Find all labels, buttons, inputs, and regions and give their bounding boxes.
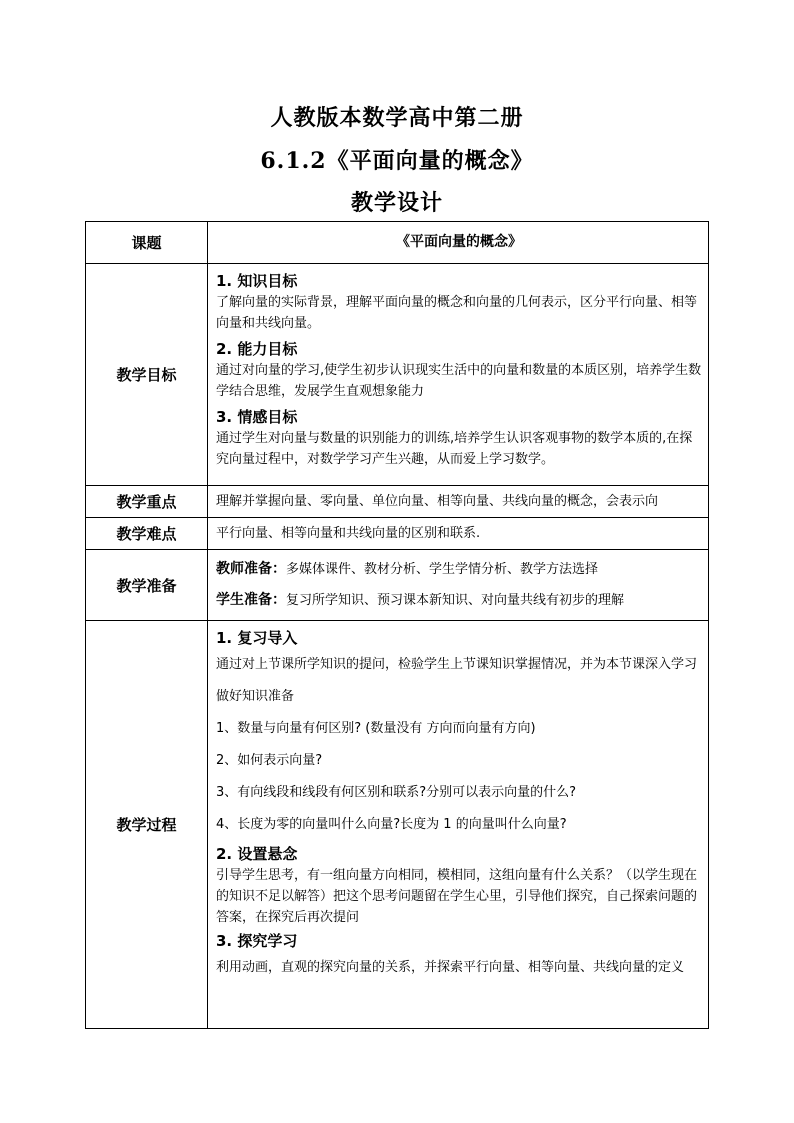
document-subtitle: 教学设计 bbox=[350, 190, 443, 216]
lesson-plan-table bbox=[85, 221, 709, 1029]
key-points-text: 理解并掌握向量、零向量、单位向量、相等向量、共线向量的概念，会表示向 bbox=[208, 486, 709, 518]
key-points-label: 教学重点 bbox=[86, 486, 208, 518]
question-4: 4、长度为零的向量叫什么向量?长度为 1 的向量叫什么向量? bbox=[216, 817, 567, 832]
goals-cell bbox=[208, 264, 709, 486]
topic-label: 课题 bbox=[86, 222, 208, 264]
step-2-title: 2. 设置悬念 bbox=[216, 845, 298, 863]
question-2: 2、如何表示向量? bbox=[216, 753, 323, 768]
step-1-title: 1. 复习导入 bbox=[216, 629, 298, 647]
teacher-prep bbox=[216, 554, 702, 585]
goals-label: 教学目标 bbox=[86, 264, 208, 486]
table-row bbox=[86, 264, 709, 486]
student-prep-text: 复习所学知识、预习课本新知识、对向量共线有初步的理解 bbox=[286, 593, 625, 608]
process-cell bbox=[208, 621, 709, 1029]
table-row bbox=[86, 222, 709, 264]
question-1: 1、数量与向量有何区别? (数量没有 方向而向量有方向) bbox=[216, 721, 536, 736]
preparation-cell bbox=[208, 550, 709, 621]
difficulty-label: 教学难点 bbox=[86, 518, 208, 550]
step-2-text: 引导学生思考，有一组向量方向相同，模相同，这组向量有什么关系？（以学生现在的知识不足以解答）把这个思考问题留在学生心里，引导他们探究，自己探索问题的答案，在探究后再次提问 bbox=[216, 868, 698, 925]
goal-2-text: 通过对向量的学习,使学生初步认识现实生活中的向量和数量的本质区别，培养学生数学结合思维，发展学生直观想象能力 bbox=[216, 363, 702, 399]
table-row bbox=[86, 621, 709, 1029]
student-prep-label: 学生准备： bbox=[216, 592, 286, 608]
document-title: 人教版本数学高中第二册 bbox=[270, 105, 524, 131]
table-row bbox=[86, 518, 709, 550]
goal-1-title: 1. 知识目标 bbox=[216, 272, 298, 290]
teacher-prep-label: 教师准备： bbox=[216, 561, 286, 577]
preparation-label: 教学准备 bbox=[86, 550, 208, 621]
table-row bbox=[86, 486, 709, 518]
goal-3-text: 通过学生对向量与数量的识别能力的训练,培养学生认识客观事物的数学本质的,在探究向量过程中，对数学学习产生兴趣，从而爱上学习数学。 bbox=[216, 431, 693, 467]
student-prep bbox=[216, 585, 702, 616]
step-3-text: 利用动画，直观的探究向量的关系，并探索平行向量、相等向量、共线向量的定义 bbox=[216, 960, 685, 975]
table-row bbox=[86, 550, 709, 621]
teacher-prep-text: 多媒体课件、教材分析、学生学情分析、教学方法选择 bbox=[286, 562, 599, 577]
topic-value: 《平面向量的概念》 bbox=[208, 222, 709, 264]
question-3: 3、有向线段和线段有何区别和联系?分别可以表示向量的什么? bbox=[216, 785, 577, 800]
lesson-title: 6.1.2《平面向量的概念》 bbox=[260, 148, 534, 174]
goal-1-text: 了解向量的实际背景，理解平面向量的概念和向量的几何表示，区分平行向量、相等向量和共线向量。 bbox=[216, 295, 698, 331]
step-3-title: 3. 探究学习 bbox=[216, 932, 298, 950]
goal-3-title: 3. 情感目标 bbox=[216, 408, 298, 426]
goal-2-title: 2. 能力目标 bbox=[216, 340, 298, 358]
step-1-text: 通过对上节课所学知识的提问，检验学生上节课知识掌握情况，并为本节课深入学习做好知识准备 bbox=[216, 657, 698, 704]
difficulty-text: 平行向量、相等向量和共线向量的区别和联系. bbox=[208, 518, 709, 550]
process-label: 教学过程 bbox=[86, 621, 208, 1029]
